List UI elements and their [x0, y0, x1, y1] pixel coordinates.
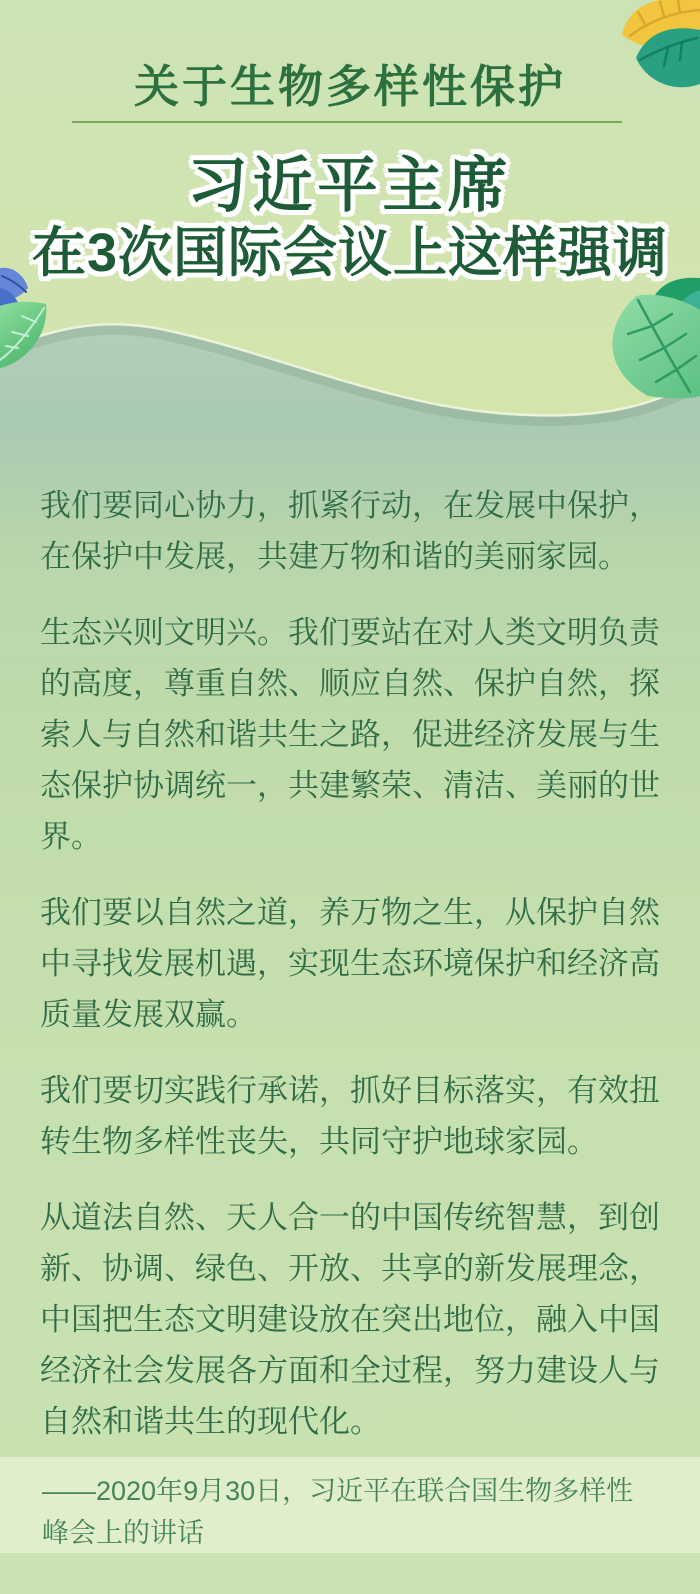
header-divider	[72, 121, 622, 123]
quote-paragraph-5: 从道法自然、天人合一的中国传统智慧，到创新、协调、绿色、开放、共享的新发展理念，中国把生态文明建设放在突出地位，融入中国经济社会发展各方面和全过程，努力建设人与自然和谐共生的现代化。	[40, 1200, 660, 1439]
quote-paragraph-3: 我们要以自然之道，养万物之生，从保护自然中寻找发展机遇，实现生态环境保护和经济高质量发展双赢。	[40, 895, 660, 1032]
quote-paragraph-2: 生态兴则文明兴。我们要站在对人类文明负责的高度，尊重自然、顺应自然、保护自然，探索人与自然和谐共生之路，促进经济发展与生态保护协调统一，共建繁荣、清洁、美丽的世界。	[40, 615, 660, 854]
quote-paragraph-4: 我们要切实践行承诺，抓好目标落实，有效扭转生物多样性丧失，共同守护地球家园。	[40, 1073, 660, 1159]
citation-text: ——2020年9月30日，习近平在联合国生物多样性峰会上的讲话	[42, 1476, 634, 1548]
main-title-line2: 在3次国际会议上这样强调	[31, 223, 669, 283]
header-subtitle: 关于生物多样性保护	[133, 62, 566, 112]
citation-band	[0, 1457, 700, 1553]
main-title-line1: 习近平主席	[187, 152, 513, 219]
quote-paragraphs	[40, 480, 660, 1472]
quote-paragraph-1: 我们要同心协力，抓紧行动，在发展中保护，在保护中发展，共建万物和谐的美丽家园。	[40, 488, 660, 574]
